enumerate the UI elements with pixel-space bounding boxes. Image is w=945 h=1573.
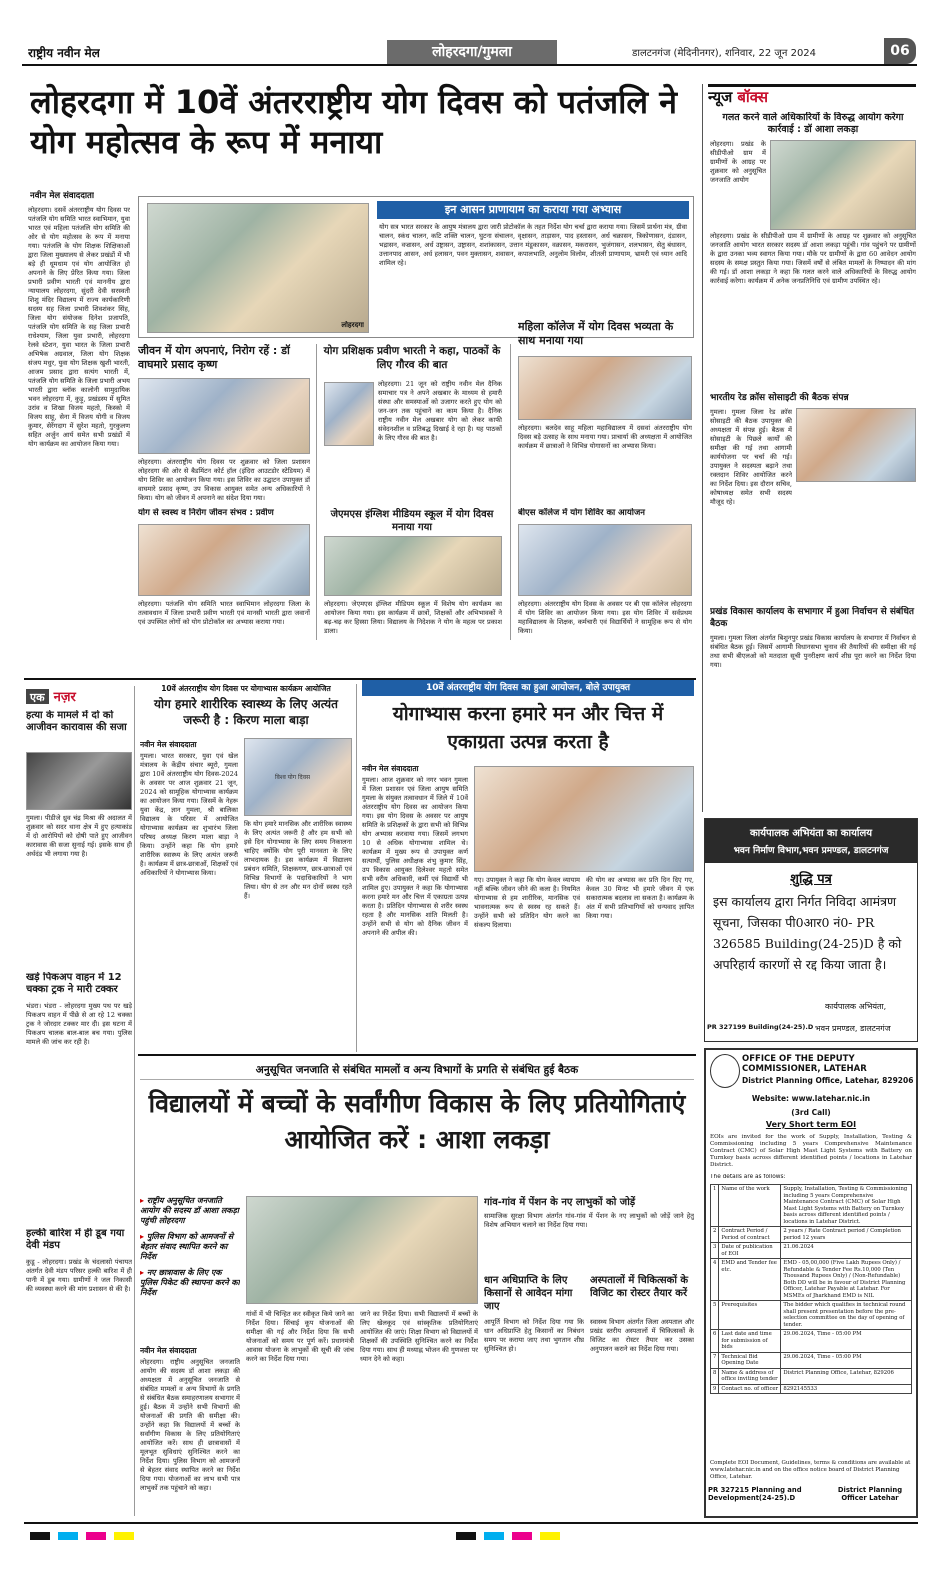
registration-magenta-2 [512, 1532, 532, 1540]
yogabhyas-body-continued: गए। उपायुक्त ने कहा कि योग केवल व्यायाम नहीं बल्कि जीवन जीने की कला है। नियमित योगाभ्यास से हम शारीरिक, मानसिक एवं भावनात्मक रूप से स्वस्थ रह सकते हैं। उन्होंने सभी को प्रतिदिन योग करने का संकल्प दिलाया। [474, 876, 580, 929]
eoi-table-cell: The bidder which qualifies in technical round shall present presentation before the pre-selection committee on the day of opening of tender. [781, 1301, 912, 1330]
eoi-table-cell: 9 [711, 1384, 719, 1394]
jharkhand-emblem-icon [710, 1054, 740, 1088]
pension-title: गांव-गांव में पेंशन के नए लाभुकों को जोड़ें [484, 1197, 636, 1208]
eoi-table-cell: EMD - 05,00,000 (Five Lakh Rupees Only) / Refundable & Tender Fee Rs.10,000 (Ten Thousand Rupees Only) / (Non-Refundable) Both DD will be in favour of District Planning Officer, Latehar Payable at Latehar. For MSMEs of Jharkhand EMD is NIL [781, 1259, 912, 1301]
ek-nazar-h1: हत्या के मामले में दो को आजीवन कारावास की सजा [26, 710, 127, 733]
eoi-table-cell: 4 [711, 1259, 719, 1301]
praveen-bharti-portrait [324, 382, 374, 446]
col-a-title-2: योग से स्वस्थ व निरोग जीवन संभव : प्रवीण [138, 508, 274, 518]
col-a-body: लोहरदगा। अंतरराष्ट्रीय योग दिवस पर शुक्रवार को जिला प्रशासन लोहरदगा की ओर से बैडमिंटन कोर्ट हॉल (इंदिरा आउटडोर स्टेडियम) में योग शिविर का आयोजन किया गया। इस शिविर का उद्घाटन उपायुक्त डॉ वाघमारे प्रसाद कृष्ण, उप विकास आयुक्त समेत अन्य अधिकारियों ने किया। योग को जीवन में अपनाने का संदेश दिया गया। [138, 458, 310, 502]
eoi-table [710, 1184, 912, 1394]
col-a-body-2: लोहरदगा। पतंजलि योग समिति भारत स्वाभिमान लोहरदगा जिला के तत्वावधान में जिला प्रभारी प्रवीण भारती एवं मानसी भारती द्वारा जवानों एवं उपस्थित लोगों को योग प्रोटोकॉल का अभ्यास कराया गया। [138, 600, 310, 626]
kiran-byline: नवीन मेल संवाददाता [140, 740, 197, 749]
corrigendum-title: शुद्धि पत्र [790, 872, 832, 887]
col-b-body-2: लोहरदगा। जेएमएस इंग्लिश मीडियम स्कूल में विशेष योग कार्यक्रम का आयोजन किया गया। इस कार्यक्रम में छात्रों, शिक्षकों और अभिभावकों ने बढ़-चढ़ कर हिस्सा लिया। विद्यालय के निदेशक ने योग के महत्व पर प्रकाश डाला। [324, 600, 502, 635]
col-c-body-2: लोहरदगा। अंतरराष्ट्रीय योग दिवस के अवसर पर बी एस कॉलेज लोहरदगा में योग शिविर का आयोजन किया गया। इस योग शिविर में सर्वप्रथम महाविद्यालय के शिक्षक, कर्मचारी एवं विद्यार्थियों ने सामूहिक रूप से योग किया। [518, 600, 692, 635]
eoi-table-row [711, 1368, 912, 1384]
eoi-table-row [711, 1330, 912, 1353]
town-hall-yoga-photo [474, 766, 694, 872]
eoi-table-row [711, 1243, 912, 1259]
registration-yellow-2 [540, 1532, 560, 1540]
ek-nazar-b2: भंडरा। भंडरा - लोहरदगा मुख्य पथ पर खड़े पिकअप वाहन में पीछे से आ रहे 12 चक्का ट्रक ने जोरदार टक्कर मार दी। इस घटना में पिकअप चालक बाल-बाल बच गया। पुलिस मामले की जांच कर रही है। [26, 1002, 132, 1046]
asha-lakra-meeting-photo [246, 1196, 478, 1304]
ek-nazar-h3: हल्की बारिश में ही डूब गया देवी मंडप [26, 1228, 125, 1251]
eoi-table-cell: 29.06.2024, Time - 05:00 PM [781, 1330, 912, 1353]
highlight-3: ▸ नए छात्रावास के लिए एक पुलिस पिकेट की स्थापना करने का निर्देश [140, 1268, 240, 1297]
eoi-details-head: The details are as follows: [710, 1174, 786, 1180]
pension-body-2: आपूर्ति विभाग को निर्देश दिया गया कि धान अधिप्राप्ति हेतु किसानों का निबंधन समय पर कराया जाए तथा भुगतान शीघ्र सुनिश्चित हो। [484, 1318, 584, 1353]
eoi-table-cell: 2 years / Rate Contract period / Completion period 12 years [781, 1227, 912, 1243]
eoi-table-row [711, 1384, 912, 1394]
pension-body: सामाजिक सुरक्षा विभाग अंतर्गत गांव-गांव में पेंशन के नए लाभुकों को जोड़ें जाने हेतु विशेष अभियान चलाने का निर्देश दिया गया। [484, 1212, 694, 1229]
vidyalaya-body-col2: गांवों में भी चिन्हित कर स्वीकृत किये जाने का निर्देश दिया। सिंचाई कूप योजनाओं की समीक्षा की गई और निर्देश दिया कि सभी योजनाओं को समय पर पूर्ण करें। प्रधानमंत्री आवास योजना के लाभुकों की सूची की जांच करने का निर्देश दिया गया। [246, 1310, 354, 1363]
eoi-table-cell: 2 [711, 1227, 719, 1243]
eoi-table-row [711, 1227, 912, 1243]
ek-nazar-label-a: एक [26, 689, 49, 704]
pension-title-3: अस्पतालों में चिकित्सकों के विजिट का रोस्टर तैयार करें [590, 1275, 689, 1299]
lead-byline: नवीन मेल संवाददाता [30, 191, 95, 201]
eoi-table-cell: 1 [711, 1185, 719, 1227]
bs-college-yoga-photo [518, 524, 692, 596]
eoi-table-cell: Name of the work [719, 1185, 781, 1227]
registration-magenta [86, 1532, 106, 1540]
vidyalaya-kicker: अनुसूचित जनजाति से संबंधित मामलों व अन्य विभागों के प्रगति से संबंधित हुई बैठक [140, 1060, 694, 1080]
pension-title-2: धान अधिप्राप्ति के लिए किसानों से आवेदन मांगा जाए [484, 1275, 573, 1312]
badminton-hall-yoga-photo [138, 378, 310, 454]
eoi-table-cell: Date of publication of EOI [719, 1243, 781, 1259]
vidyalaya-title: विद्यालयों में बच्चों के सर्वांगीण विकास के लिए प्रतियोगिताएं आयोजित करें : आशा लकड़ा [148, 1089, 686, 1154]
corrigendum-ad [704, 818, 918, 1042]
news-box-title-2: भारतीय रेड क्रॉस सोसाइटी की बैठक संपन्न [710, 393, 849, 403]
eoi-table-cell: 3 [711, 1243, 719, 1259]
page-number: 06 [884, 38, 916, 64]
kiran-photo-caption: विश्व योग दिवस [275, 774, 311, 781]
mahila-college-yoga-photo [518, 356, 692, 420]
col-b-body: लोहरदगा। 21 जून को राष्ट्रीय नवीन मेल दैनिक समाचार पत्र ने अपने अखबार के माध्यम से हमारी संस्था और समस्याओं को उजागर करते हुए योग को जन-जन तक पहुंचाने का काम किया है। दैनिक राष्ट्रीय नवीन मेल अखबार योग को लेकर काफी संवेदनशील व प्रतिबद्ध दिखाई दे रहा है। यह पाठकों के लिए गौरव की बात है। [378, 380, 502, 442]
paper-name: राष्ट्रीय नवीन मेल [28, 46, 100, 60]
corrigendum-sign-2: भवन प्रमण्डल, डालटनगंज [815, 1024, 891, 1033]
eoi-table-cell: Contract Period / Period of contract [719, 1227, 781, 1243]
col-c-title: महिला कॉलेज में योग दिवस भव्यता के साथ मनाया गया [518, 320, 674, 347]
news-box-body-3: गुमला। गुमला जिला अंतर्गत बिशुनपुर प्रखंड विकास कार्यालय के सभागार में निर्वाचन से संबंधित बैठक हुई। जिसमें आगामी विधानसभा चुनाव की तैयारियों की समीक्षा की गई तथा सभी बीएलओ को मतदाता सूची पुनरीक्षण कार्य शीघ्र पूरा करने का निर्देश दिया गया। [710, 634, 916, 669]
ek-nazar-b3: कुडू - लोहरदगा। प्रखंड के चंदलासो पंचायत अंतर्गत देवी मंडप परिसर हल्की बारिश में ही पानी में डूब गया। ग्रामीणों ने जल निकासी की व्यवस्था करने की मांग प्रशासन से की है। [26, 1258, 132, 1293]
eoi-table-cell: 7 [711, 1352, 719, 1368]
asana-title: इन आसन प्राणायाम का कराया गया अभ्यास [377, 201, 689, 219]
section-label: लोहरदगा/गुमला [387, 40, 557, 64]
corrigendum-office-1: कार्यपालक अभियंता का कार्यालय [749, 828, 873, 839]
eoi-table-cell: District Planning Office, Latehar, 829206 [781, 1368, 912, 1384]
ek-nazar-label-b: नज़र [53, 690, 76, 704]
vidyalaya-body-col3: जाने का निर्देश दिया। सभी विद्यालयों में बच्चों के लिए खेलकूद एवं सांस्कृतिक प्रतियोगिताएं आयोजित की जाएं। शिक्षा विभाग को विद्यालयों में शिक्षकों की उपस्थिति सुनिश्चित करने का निर्देश दिया गया। साथ ही मध्याह्न भोजन की गुणवत्ता पर ध्यान देने को कहा। [360, 1310, 478, 1363]
registration-black [30, 1532, 50, 1540]
vidyalaya-body: लोहरदगा। राष्ट्रीय अनुसूचित जनजाति आयोग की सदस्य डॉ आशा लकड़ा की अध्यक्षता में अनुसूचित जनजाति से संबंधित मामलों व अन्य विभागों के प्रगति से संबंधित बैठक समाहरणालय सभागार में हुई। बैठक में उन्होंने सभी विभागों की योजनाओं की प्रगति की समीक्षा की। उन्होंने कहा कि विद्यालयों में बच्चों के सर्वांगीण विकास के लिए प्रतियोगिताएं आयोजित करें। साथ ही छात्रावासों में मूलभूत सुविधाएं सुनिश्चित करने का निर्देश दिया। पुलिस विभाग को आमजनों से बेहतर संवाद स्थापित करने का निर्देश दिया गया। योजनाओं का लाभ सभी पात्र लाभुकों तक पहुंचाने को कहा। [140, 1358, 240, 1492]
col-b-title-2: जेएमएस इंग्लिश मीडियम स्कूल में योग दिवस मनाया गया [330, 509, 494, 533]
eoi-office: OFFICE OF THE DEPUTY COMMISSIONER, LATEHAR [742, 1054, 867, 1074]
kiran-body-continued: कि योग हमारे मानसिक और शारीरिक स्वास्थ्य के लिए अत्यंत जरूरी है और हम सभी को इसे दिन योगाभ्यास के लिए समय निकालना चाहिए क्योंकि योग पूरी मानवता के लिए लाभदायक है। इस कार्यक्रम में विद्यालय प्रबंधन समिति, शिक्षकगण, छात्र-छात्राओं एवं विभिन्न विभागों के पदाधिकारियों ने भाग लिया। योग से तन और मन दोनों स्वस्थ रहते हैं। [244, 820, 352, 900]
eoi-table-row [711, 1352, 912, 1368]
asana-body: योग सत्र भारत सरकार के आयुष मंत्रालय द्वारा जारी प्रोटोकॉल के तहत निर्देश योग चर्चा द्वारा कराया गया। जिसमें प्रार्थना मंत्र, ग्रीवा चालन, स्कंध चालन, कटि शक्ति चालन, घुटना संचालन, वृक्षासन, ताड़ासन, पाद हस्तासन, अर्ध चक्रासन, त्रिकोणासन, दंडासन, भद्रासन, वज्रासन, अर्ध उष्ट्रासन, उष्ट्रासन, शशांकासन, उत्तान मंडूकासन, वक्रासन, मकरासन, भुजंगासन, शलभासन, सेतु बंधासन, उत्तानपाद आसन, अर्ध हलासन, पवन मुक्तासन, शवासन, कपालभाति, अनुलोम विलोम, शीतली प्राणायाम, भ्रामरी एवं ध्यान आदि शामिल रहे। [379, 223, 687, 267]
yogabhyas-kicker: 10वें अंतरराष्ट्रीय योग दिवस का हुआ आयोजन, बोले उपायुक्त [362, 680, 694, 696]
eoi-table-cell: 8292145533 [781, 1384, 912, 1394]
eoi-table-cell: Supply, Installation, Testing & Commissioning including 5 years Comprehensive Maintenance Contract (CMC) of Solar High Mast Light Systems with Battery on Turnkey basis across different identified points / locations in Latehar District. [781, 1185, 912, 1227]
news-box-body: लोहरदगा। प्रखंड के सीडीपीओ ग्राम में ग्रामीणों के आग्रह पर शुक्रवार को अनुसूचित जनजाति आयोग भारत सरकार सदस्य डॉ आशा लकड़ा पहुंची। गांव पहुंचने पर ग्रामीणों के द्वारा उनका भव्य स्वागत किया गया। मौके पर ग्रामीणों के द्वारा 60 आवेदन आयोग सदस्य के समक्ष प्रस्तुत किया गया। जिसमें वर्षों से लंबित मामलों के निष्पादन की मांग की गई। डॉ आशा लकड़ा ने कहा कि गलत करने वाले अधिकारियों के विरुद्ध आयोग कार्रवाई करेगा। कार्यक्रम में अनेक जनप्रतिनिधि एवं ग्रामीण उपस्थित रहे। [710, 232, 916, 285]
yogabhyas-body: गुमला। आज शुक्रवार को नगर भवन गुमला में जिला प्रशासन एवं जिला आयुष समिति गुमला के संयुक्त तत्वावधान में जिले में 10वें अंतरराष्ट्रीय योग दिवस का आयोजन किया गया। इस योग दिवस के अवसर पर आयुष समिति के प्रशिक्षकों के द्वारा सभी को विभिन्न योग अभ्यास करवाया गया। जिसमें लगभग 10 से अधिक योगाभ्यास शामिल थे। कार्यक्रम में मुख्य रूप से उपायुक्त कर्ण सत्यार्थी, पुलिस अधीक्षक शंभु कुमार सिंह, उप विकास आयुक्त दिलेश्वर महतो समेत सभी वरीय अधिकारी, कर्मी एवं विद्यार्थी भी शामिल हुए। उपायुक्त ने कहा कि योगाभ्यास करना हमारे मन और चित्त में एकाग्रता उत्पन्न करता है। प्रतिदिन योगाभ्यास से शरीर स्वस्थ रहता है और मानसिक शांति मिलती है। उन्होंने सभी से योग को दैनिक जीवन में अपनाने की अपील की। [362, 776, 468, 937]
yogabhyas-body-col3: की योग का अभ्यास कर प्रति दिन दिए गए, केवल 30 मिनट भी हमारे जीवन में एक सकारात्मक बदलाव ला सकता है। कार्यक्रम के अंत में सभी प्रतिभागियों को धन्यवाद ज्ञापित किया गया। [586, 876, 694, 920]
jawan-yoga-photo [138, 524, 310, 596]
eoi-table-cell: Last date and time for submission of bids [719, 1330, 781, 1353]
registration-black-2 [456, 1532, 476, 1540]
eoi-dept: District Planning Office, Latehar, 829206 [742, 1076, 914, 1085]
lead-body: लोहरदगा। दसवें अंतरराष्ट्रीय योग दिवस पर पतंजलि योग समिति भारत स्वाभिमान, युवा भारत एवं महिला पतंजलि योग समिति की ओर से योग महोत्सव के रूप में मनाया गया। पतंजलि के योग शिक्षक शिक्षिकाओं द्वारा जिला मुख्यालय से लेकर प्रखंडों में भी बड़े ही धूमधाम एवं योग आयोजित हो अपनाने के लिए प्रेरित किया गया। जिला प्रभारी प्रवीण भारती एवं माननीय द्वारा न्यायालय लोहरदगा, सुंदरी देवी सरस्वती शिशु मंदिर विद्यालय में राज्य कार्यकारिणी सदस्य सह जिला प्रभारी शिवशंकर सिंह, जिला योग संयोजक दिनेश प्रजापति, पतंजलि योग समिति के सह जिला प्रभारी राधेश्याम, जिला युवा प्रभारी, लोहरदगा रेलवे स्टेशन, युवा भारत के जिला प्रभारी अभिषेक अग्रवाल, जिला योग शिक्षक संजय मधुर, युवा योग शिक्षक खुशी भारती, आजम प्रसाद द्वारा सत्यंग भारती में, पतंजलि योग समिति के जिला प्रभारी अभय भारती द्वारा ब्लॉक कालोनी सामुदायिक भवन लोहरदगा में, कुड़ू, प्रखंडस्य में सुमित उरांव व शिखा विजय महतो, किस्को में विजय साहू, सेना में विजय योगी व विजय कुमार, सेरेंगदाग में सुरेश महतो, गुरकुलण सहित अर्जुन आर्य समेत सभी प्रखंडों में योग कार्यक्रम का आयोजन किया गया। [28, 206, 130, 448]
registration-cyan-2 [484, 1532, 504, 1540]
eoi-table-cell: Name & address of office inviting tender [719, 1368, 781, 1384]
lead-headline: लोहरदगा में 10वें अंतरराष्ट्रीय योग दिवस को पतंजलि ने योग महोत्सव के रूप में मनाया [30, 83, 677, 161]
ek-nazar-header [26, 686, 130, 704]
photo-caption: लोहरदगा [341, 321, 364, 329]
kiran-body: गुमला। भारत सरकार, युवा एवं खेल मंत्रालय के केंद्रीय संचार ब्यूरो, गुमला द्वारा 10वें अंतरराष्ट्रीय योग दिवस-2024 के अवसर पर आज शुक्रवार 21 जून, 2024 को सामूहिक योगाभ्यास कार्यक्रम का आयोजन किया गया। जिसमें के नेहरू युवा केंद्र, ज्ञान गुमला, श्री बालिका विद्यालय के परिसर में आयोजित योगाभ्यास कार्यक्रम का शुभारंभ जिला परिषद अध्यक्ष किरण माला बाड़ा ने किया। उन्होंने कहा कि योग हमारे शारीरिक स्वास्थ्य के लिए अत्यंत जरूरी है। कार्यक्रम में छात्र-छात्राओं, शिक्षकों एवं अधिकारियों ने योगाभ्यास किया। [140, 752, 238, 877]
yogabhyas-title: योगाभ्यास करना हमारे मन और चित्त में एकाग्रता उत्पन्न करता है [392, 703, 664, 753]
col-c-body: लोहरदगा। बलदेव साहू महिला महाविद्यालय में दसवां अंतरराष्ट्रीय योग दिवस बड़े उत्साह के साथ मनाया गया। प्राचार्या की अध्यक्षता में आयोजित कार्यक्रम में छात्राओं ने विभिन्न योगासनों का अभ्यास किया। [518, 424, 692, 450]
dateline: डालटनगंज (मेदिनीनगर), शनिवार, 22 जून 2024 [632, 48, 817, 59]
eoi-table-cell: 8 [711, 1368, 719, 1384]
news-box-title-3: प्रखंड विकास कार्यालय के सभागार में हुआ निर्वाचन से संबंधित बैठक [710, 607, 915, 629]
highlight-2: ▸ पुलिस विभाग को आमजनों से बेहतर संवाद स्थापित करने का निर्देश [140, 1232, 234, 1261]
pension-body-3: स्वास्थ्य विभाग अंतर्गत जिला अस्पताल और प्रखंड स्तरीय अस्पतालों में चिकित्सकों के विजिट का रोस्टर तैयार कर उसका अनुपालन कराने का निर्देश दिया गया। [590, 1318, 694, 1353]
eoi-table-cell: 29.06.2024, Time - 05:00 PM [781, 1352, 912, 1368]
col-a-title: जीवन में योग अपनाएं, निरोग रहें : डॉ वाघमारे प्रसाद कृष्ण [138, 344, 290, 371]
registration-yellow [114, 1532, 134, 1540]
eoi-sign: District Planning Officer Latehar [837, 1486, 903, 1502]
kiran-event-photo [244, 738, 352, 816]
kiran-kicker: 10वें अंतरराष्ट्रीय योग दिवस पर योगाभ्यास कार्यक्रम आयोजित [161, 684, 331, 693]
ek-nazar-h2: खड़े पिकअप वाहन में 12 चक्का ट्रक ने मारी टक्कर [26, 972, 122, 995]
news-box-header [708, 84, 916, 108]
red-cross-meeting-photo [796, 408, 916, 482]
news-box-body-lead: लोहरदगा। प्रखंड के सीडीपीओ ग्राम में ग्रामीणों के आग्रह पर शुक्रवार को अनुसूचित जनजाति आयोग [710, 140, 766, 184]
eoi-table-cell: Contact no. of officer [719, 1384, 781, 1394]
highlight-1: ▸ राष्ट्रीय अनुसूचित जनजाति आयोग की सदस्य डॉ आशा लकड़ा पहुंची लोहरदगा [140, 1196, 239, 1225]
jms-school-yoga-photo [324, 536, 502, 596]
eoi-website: Website: www.latehar.nic.in [751, 1094, 871, 1103]
asana-box [138, 196, 694, 338]
ek-nazar-b1: गुमला। पीडीजे ध्रुव चंद्र मिश्रा की अदालत में शुक्रवार को सदर थाना क्षेत्र में हुए हत्याकांड में दो आरोपियों को दोषी पाते हुए आजीवन कारावास की सजा सुनाई गई। इसके साथ ही अर्थदंड भी लगाया गया है। [26, 814, 132, 858]
news-box-title: गलत करने वाले अधिकारियों के विरुद्ध आयोग करेगा कार्रवाई : डॉ आशा लकड़ा [722, 112, 904, 135]
kiran-title: योग हमारे शारीरिक स्वास्थ्य के लिए अत्यंत जरूरी है : किरण माला बाड़ा [154, 697, 338, 727]
eoi-table-cell: 5 [711, 1301, 719, 1330]
eoi-table-cell: Technical Bid Opening Date [719, 1352, 781, 1368]
registration-cyan [58, 1532, 78, 1540]
eoi-table-cell: EMD and Tender fee etc. [719, 1259, 781, 1301]
news-box-label-b: बॉक्स [737, 88, 769, 106]
eoi-table-cell: Prerequisites [719, 1301, 781, 1330]
news-box-label-a: न्यूज [708, 88, 733, 106]
eoi-table-row [711, 1259, 912, 1301]
corrigendum-office-2: भवन निर्माण विभाग,भवन प्रमण्डल, डालटनगंज [733, 846, 889, 856]
eoi-table-cell: 6 [711, 1330, 719, 1353]
corrigendum-body: इस कार्यालय द्वारा निर्गत निविदा आमंत्रण सूचना, जिसका पी0आर0 नं0- PR 326585 Building(24-25)D है को अपरिहार्य कारणों से रद्द किया जाता है। [713, 894, 902, 972]
prison-bars-photo [26, 752, 132, 810]
eoi-table-row [711, 1301, 912, 1330]
eoi-intro: EOIs are invited for the work of Supply, Installation, Testing & Commissioning including 5 years Comprehensive Maintenance Contract (CMC) of Solar High Mast Light Systems with Battery on Turnkey basis across different identified points / locations in Latehar District. [710, 1134, 912, 1168]
yogabhyas-byline: नवीन मेल संवाददाता [362, 764, 419, 773]
asha-lakra-village-photo [770, 140, 916, 230]
eoi-call: (3rd Call) [791, 1108, 831, 1117]
eoi-footer: Complete EOI Document, Guidelines, terms & conditions are available at www.latehar.nic.in and on the office notice board of District Planning Office, Latehar. [710, 1460, 911, 1480]
yoga-group-photo [147, 203, 369, 333]
vidyalaya-byline: नवीन मेल संवाददाता [140, 1346, 197, 1355]
corrigendum-pr: PR 327199 Building(24-25).D [707, 1023, 814, 1031]
eoi-table-row [711, 1185, 912, 1227]
footer-rule [24, 1522, 918, 1524]
eoi-table-cell: 21.06.2024 [781, 1243, 912, 1259]
news-box-body-2: गुमला। गुमला जिला रेड क्रॉस सोसाइटी की बैठक उपायुक्त की अध्यक्षता में संपन्न हुई। बैठक में सोसाइटी के पिछले कार्यों की समीक्षा की गई तथा आगामी कार्ययोजना पर चर्चा की गई। उपायुक्त ने सदस्यता बढ़ाने तथा रक्तदान शिविर आयोजित करने का निर्देश दिया। इस दौरान सचिव, कोषाध्यक्ष समेत सभी सदस्य मौजूद रहे। [710, 408, 792, 506]
eoi-ad [704, 1048, 918, 1518]
corrigendum-sign-1: कार्यपालक अभियंता, [825, 1002, 887, 1011]
eoi-title: Very Short term EOI [765, 1120, 857, 1129]
col-b-title: योग प्रशिक्षक प्रवीण भारती ने कहा, पाठकों के लिए गौरव की बात [323, 345, 501, 371]
eoi-pr: PR 327215 Planning and Development(24-25).D [708, 1486, 802, 1502]
vidyalaya-highlights [140, 1196, 240, 1298]
col-c-title-2: बीएस कॉलेज में योग शिविर का आयोजन [518, 508, 646, 518]
